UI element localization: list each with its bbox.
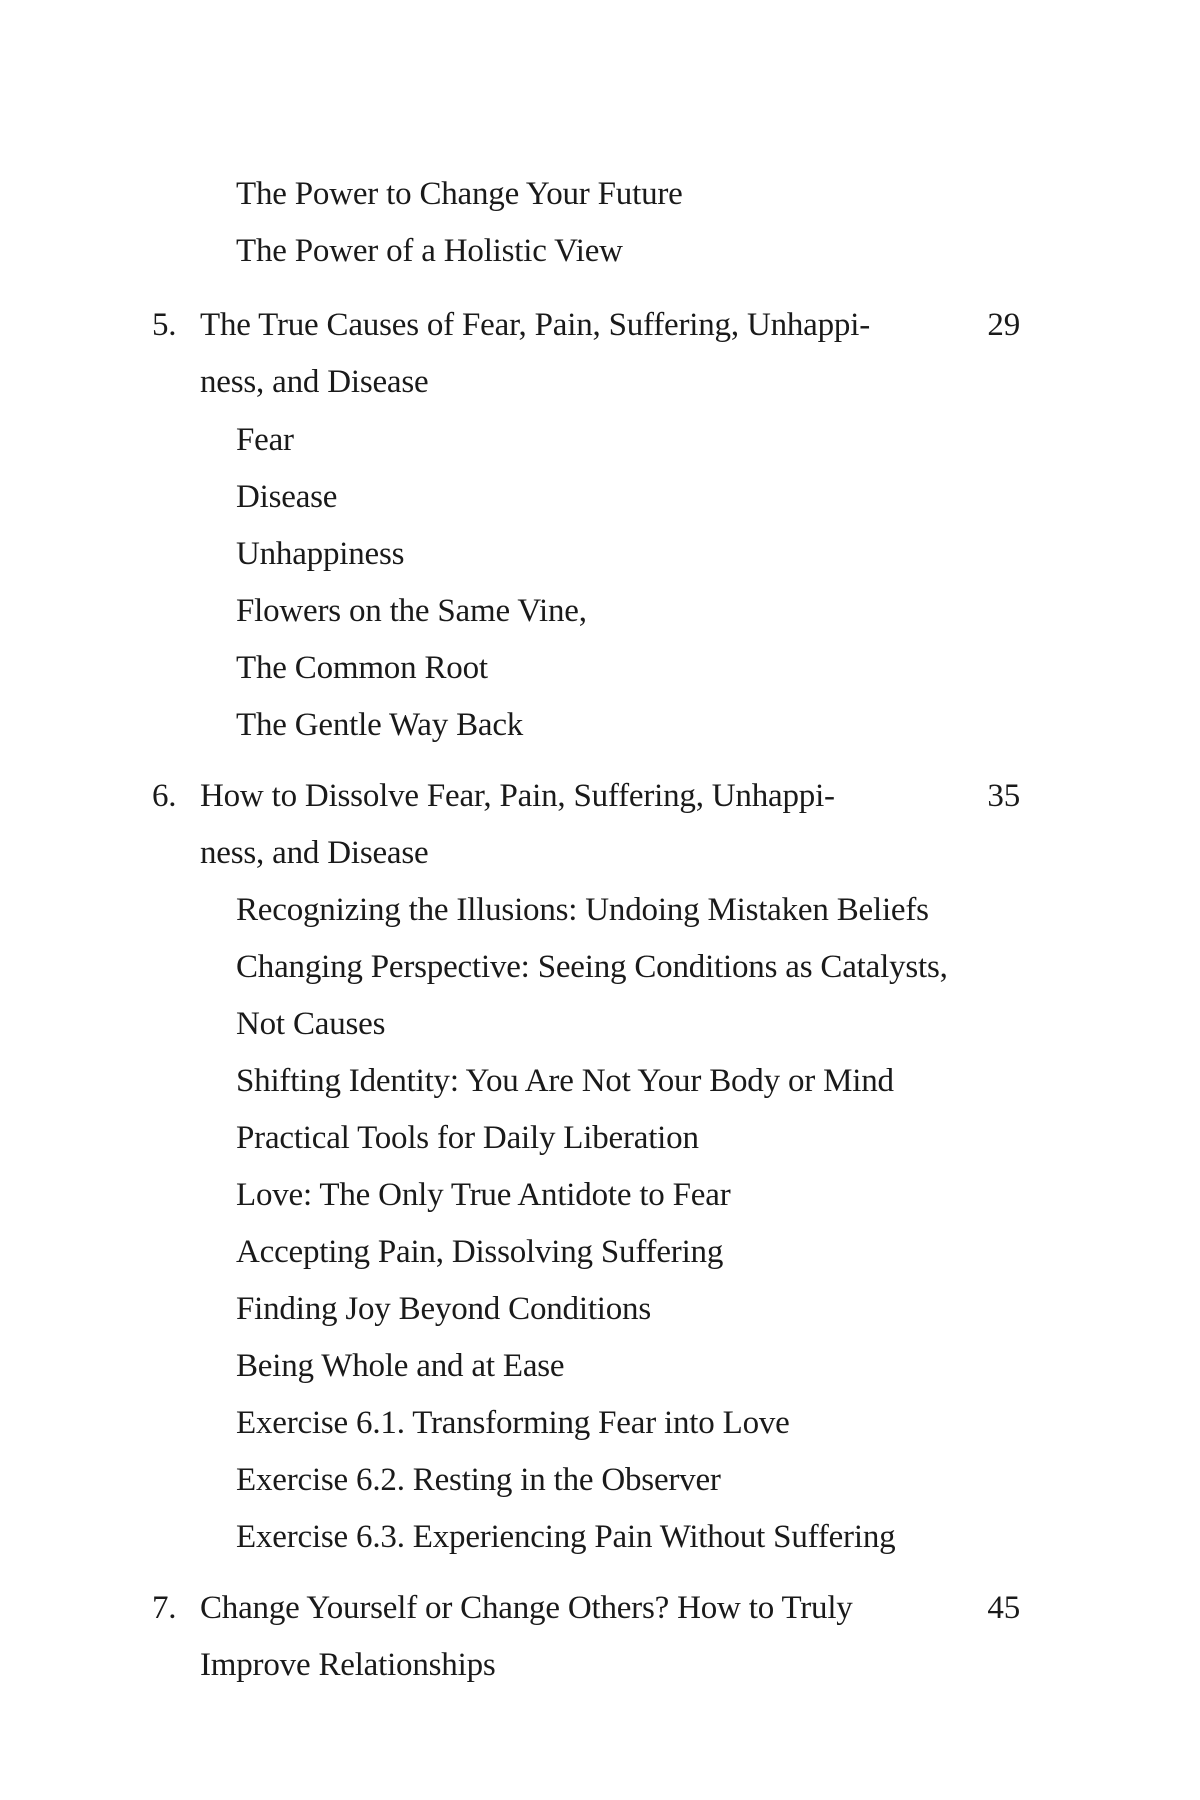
chapter-title-continuation: ness, and Disease [200,835,429,871]
chapter-page-number: 35 [987,778,1020,814]
toc-section: Love: The Only True Antidote to Fear [236,1177,731,1213]
chapter-page-number: 45 [987,1590,1020,1626]
toc-section: Accepting Pain, Dissolving Suffering [236,1234,724,1270]
toc-section: Exercise 6.3. Experiencing Pain Without Suffering [236,1519,896,1555]
toc-section: Being Whole and at Ease [236,1348,565,1384]
chapter-number: 6. [152,778,177,814]
toc-section: Fear [236,422,294,458]
chapter-title-continuation: ness, and Disease [200,364,429,400]
toc-section: Practical Tools for Daily Liberation [236,1120,699,1156]
toc-section: Shifting Identity: You Are Not Your Body or Mind [236,1063,894,1099]
toc-section: The Gentle Way Back [236,707,524,743]
toc-section: Disease [236,479,338,515]
toc-section: Exercise 6.1. Transforming Fear into Love [236,1405,790,1441]
chapter-title: Change Yourself or Change Others? How to Truly [200,1590,853,1626]
toc-section: Changing Perspective: Seeing Conditions as Catalysts, [236,949,948,985]
chapter-number: 7. [152,1590,177,1626]
chapter-number: 5. [152,307,177,343]
toc-section: Flowers on the Same Vine, [236,593,587,629]
chapter-page-number: 29 [987,307,1020,343]
toc-section: Unhappiness [236,536,405,572]
toc-section: Not Causes [236,1006,386,1042]
toc-section: The Power to Change Your Future [236,176,683,212]
toc-section: Recognizing the Illusions: Undoing Mistaken Beliefs [236,892,929,928]
toc-section: Exercise 6.2. Resting in the Observer [236,1462,721,1498]
toc-section: The Power of a Holistic View [236,233,623,269]
chapter-title: How to Dissolve Fear, Pain, Suffering, Unhappi- [200,778,835,814]
chapter-title: The True Causes of Fear, Pain, Suffering, Unhappi- [200,307,870,343]
chapter-title-continuation: Improve Relationships [200,1647,496,1683]
toc-section: Finding Joy Beyond Conditions [236,1291,651,1327]
toc-section: The Common Root [236,650,488,686]
